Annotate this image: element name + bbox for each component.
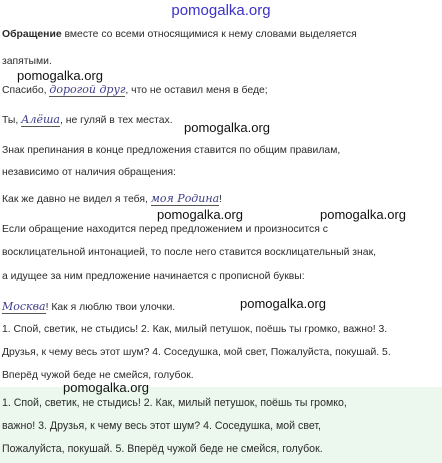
task-line-3: Вперёд чужой беде не смейся, голубок. [2,370,194,381]
rule-3-line-1: Если обращение находится перед предложением и произносится с [2,224,328,235]
watermark-4: pomogalka.org [320,207,406,222]
highlighted-address: Алёша [21,113,60,126]
rule-3-line-2: восклицательной интонацией, то после него ставится восклицательный знак, [2,247,377,258]
answer-line-2: важно! 3. Друзья, к чему весь этот шум? 4. Соседушка, мой свет, [2,420,321,432]
rule-1-line-1 [2,28,357,41]
highlighted-address: дорогой друг [49,83,126,96]
watermark-6: pomogalka.org [63,380,149,395]
example-1: Спасибо, дорогой друг, что не оставил меня в беде; [2,83,268,96]
highlighted-address: моя Родина [150,192,220,205]
watermark-2: pomogalka.org [184,120,270,135]
rule-2-line-2: независимо от наличия обращения: [2,167,176,178]
task-line-2: Друзья, к чему весь этот шум? 4. Соседушка, мой свет, Пожалуйста, покушай. 5. [2,347,391,358]
example-3: Как же давно не видел я тебя, моя Родина! [2,192,223,205]
watermark-5: pomogalka.org [240,296,326,311]
site-watermark: pomogalka.org [171,2,271,19]
answer-line-1: 1. Спой, светик, не стыдись! 2. Как, милый петушок, поёшь ты громко, [2,397,347,409]
rule-1-text: вместе со всеми относящимися к нему словами выделяется [61,29,357,40]
rule-1-line-2: запятыми. [2,56,52,67]
rule-3-line-3: а идущее за ним предложение начинается с прописной буквы: [2,271,305,282]
example-4: Москва! Как я люблю твои улочки. [2,300,176,313]
answer-line-3: Пожалуйста, покушай. 5. Вперёд чужой беде не смейся, голубок. [2,443,323,455]
rule-2-line-1: Знак препинания в конце предложения ставится по общим правилам, [2,145,341,156]
highlighted-address: Москва [2,300,46,313]
answer-block [0,387,442,463]
term-bold: Обращение [2,29,62,40]
watermark-1: pomogalka.org [17,68,103,83]
watermark-3: pomogalka.org [157,207,243,222]
task-line-1: 1. Спой, светик, не стыдись! 2. Как, милый петушок, поёшь ты громко, важно! 3. [2,324,388,335]
example-2: Ты, Алёша, не гуляй в тех местах. [2,113,173,126]
